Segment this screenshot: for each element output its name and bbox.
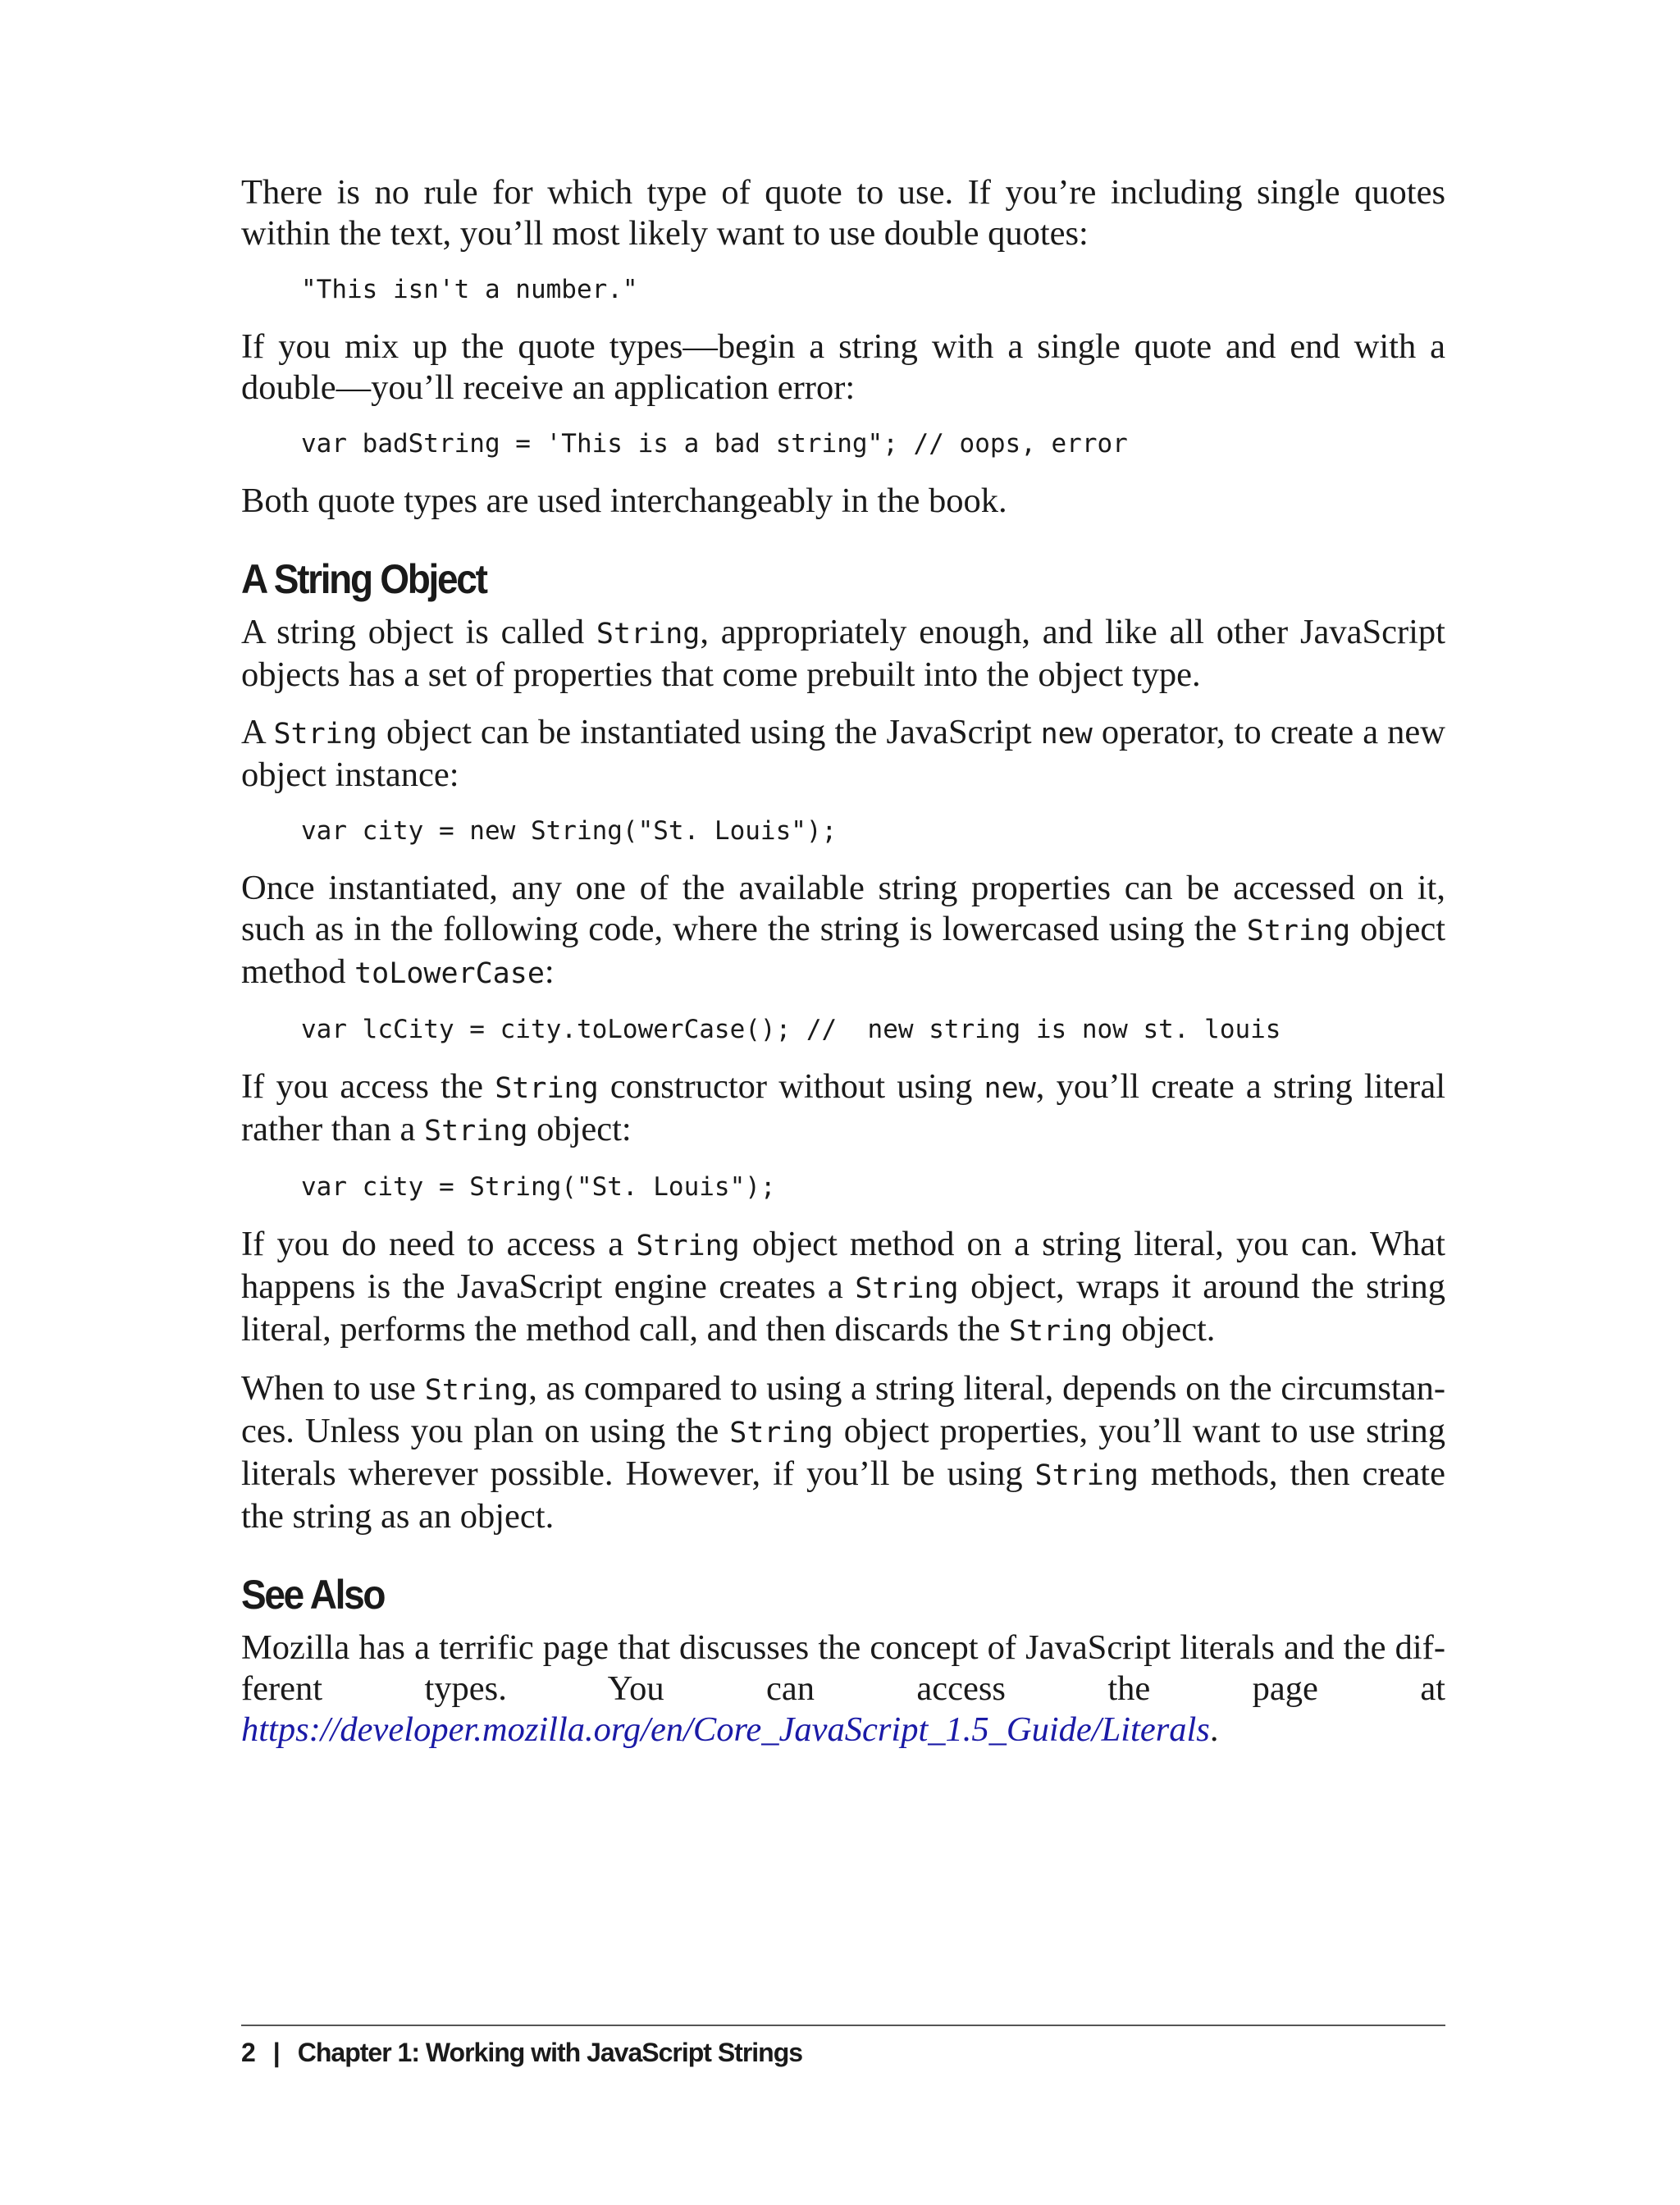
inline-code: String	[495, 1072, 599, 1105]
paragraph-when-to-use	[241, 1368, 1445, 1537]
paragraph-text: Once instantiated, any one of the available string properties can be accessed on it, such as in the following code, where the string is lowercased using the	[241, 869, 1445, 948]
mozilla-literals-link[interactable]: https://developer.mozilla.org/en/Core_JavaScript_1.5_Guide/Literals	[241, 1710, 1210, 1749]
paragraph-text: , appropriately enough, and like all other JavaScript objects has a set of properties that come prebuilt into the object type.	[241, 613, 1445, 694]
paragraph-text: Both quote types are used interchangeably in the book.	[241, 482, 1007, 520]
inline-code: String	[636, 1230, 740, 1262]
section-heading-string-object: A String Object	[241, 556, 486, 602]
inline-code: String	[424, 1374, 529, 1407]
paragraph-text: There is no rule for which type of quote to use. If you’re including single quotes within the text, you’ll most likely want to use double quotes:	[241, 173, 1445, 253]
paragraph-text: A string object is called	[241, 613, 596, 651]
paragraph-text: methods, then create the string as an object.	[241, 1454, 1445, 1536]
paragraph-string-object-intro	[241, 612, 1445, 696]
inline-code: String	[273, 718, 377, 751]
paragraph-text: If you do need to access a	[241, 1225, 637, 1263]
inline-code: new	[1040, 718, 1093, 751]
paragraph-text: If you mix up the quote types—begin a string with a single quote and end with a double—you’ll receive an application error:	[241, 327, 1445, 407]
inline-code: toLowerCase	[354, 957, 545, 990]
code-example-lowercase: var lcCity = city.toLowerCase(); // new string is now st. louis	[301, 1015, 1281, 1044]
page-body	[241, 172, 1445, 1767]
paragraph-text: , as compared to using a string literal, depends on the circumstances. Unless you plan on using the	[241, 1369, 1445, 1450]
inline-code: String	[855, 1272, 959, 1305]
paragraph-text: object can be instantiated using the JavaScript	[377, 713, 1041, 751]
page-number: 2	[241, 2038, 255, 2067]
inline-code: String	[1246, 915, 1351, 947]
paragraph-text: object method on a string literal, you can. What happens is the JavaScript engine creates a	[241, 1225, 1445, 1306]
section-heading-see-also: See Also	[241, 1572, 385, 1618]
chapter-title: Chapter 1: Working with JavaScript Strings	[297, 2038, 803, 2067]
paragraph-text: .	[1209, 1710, 1219, 1749]
paragraph-constructor-without-new	[241, 1066, 1445, 1152]
footer-divider	[241, 2025, 1445, 2026]
paragraph-mixed-quotes	[241, 326, 1445, 409]
paragraph-text: object method	[241, 910, 1446, 991]
inline-code: new	[984, 1072, 1036, 1105]
paragraph-text: Mozilla has a terrific page that discusses the concept of JavaScript literals and the different types. You can access the page at	[241, 1628, 1445, 1708]
paragraph-text: operator, to create a new object instance:	[241, 713, 1445, 794]
code-example-bad-string: var badString = 'This is a bad string"; // oops, error	[301, 429, 1128, 459]
paragraph-method-on-literal	[241, 1224, 1445, 1352]
paragraph-instantiation	[241, 712, 1445, 796]
inline-code: String	[424, 1115, 528, 1148]
code-example-string-literal: var city = String("St. Louis");	[301, 1172, 776, 1202]
paragraph-text: If you access the	[241, 1067, 495, 1106]
paragraph-text: constructor without using	[598, 1067, 984, 1106]
code-example-double-quotes: "This isn't a number."	[301, 275, 638, 304]
paragraph-text: , you’ll create a string literal rather than a	[241, 1067, 1446, 1148]
page-footer	[241, 2036, 802, 2069]
paragraph-interchangeable	[241, 481, 1445, 522]
paragraph-text: object properties, you’ll want to use string literals wherever possible. However, if you’ll be using	[241, 1412, 1445, 1493]
inline-code: String	[729, 1417, 833, 1449]
inline-code: String	[1034, 1459, 1139, 1492]
footer-separator: |	[272, 2038, 280, 2067]
paragraph-quote-rule	[241, 172, 1445, 254]
paragraph-text: When to use	[241, 1369, 425, 1408]
paragraph-text: :	[544, 952, 555, 991]
inline-code: String	[596, 618, 701, 651]
paragraph-text: A	[241, 713, 274, 751]
inline-code: String	[1008, 1315, 1113, 1348]
paragraph-text: object:	[527, 1110, 632, 1148]
paragraph-properties-access	[241, 868, 1445, 994]
paragraph-text: object.	[1112, 1310, 1216, 1349]
paragraph-see-also	[241, 1628, 1445, 1751]
code-example-new-string: var city = new String("St. Louis");	[301, 816, 838, 846]
paragraph-text: object, wraps it around the string literal, performs the method call, and then discards the	[241, 1267, 1445, 1349]
